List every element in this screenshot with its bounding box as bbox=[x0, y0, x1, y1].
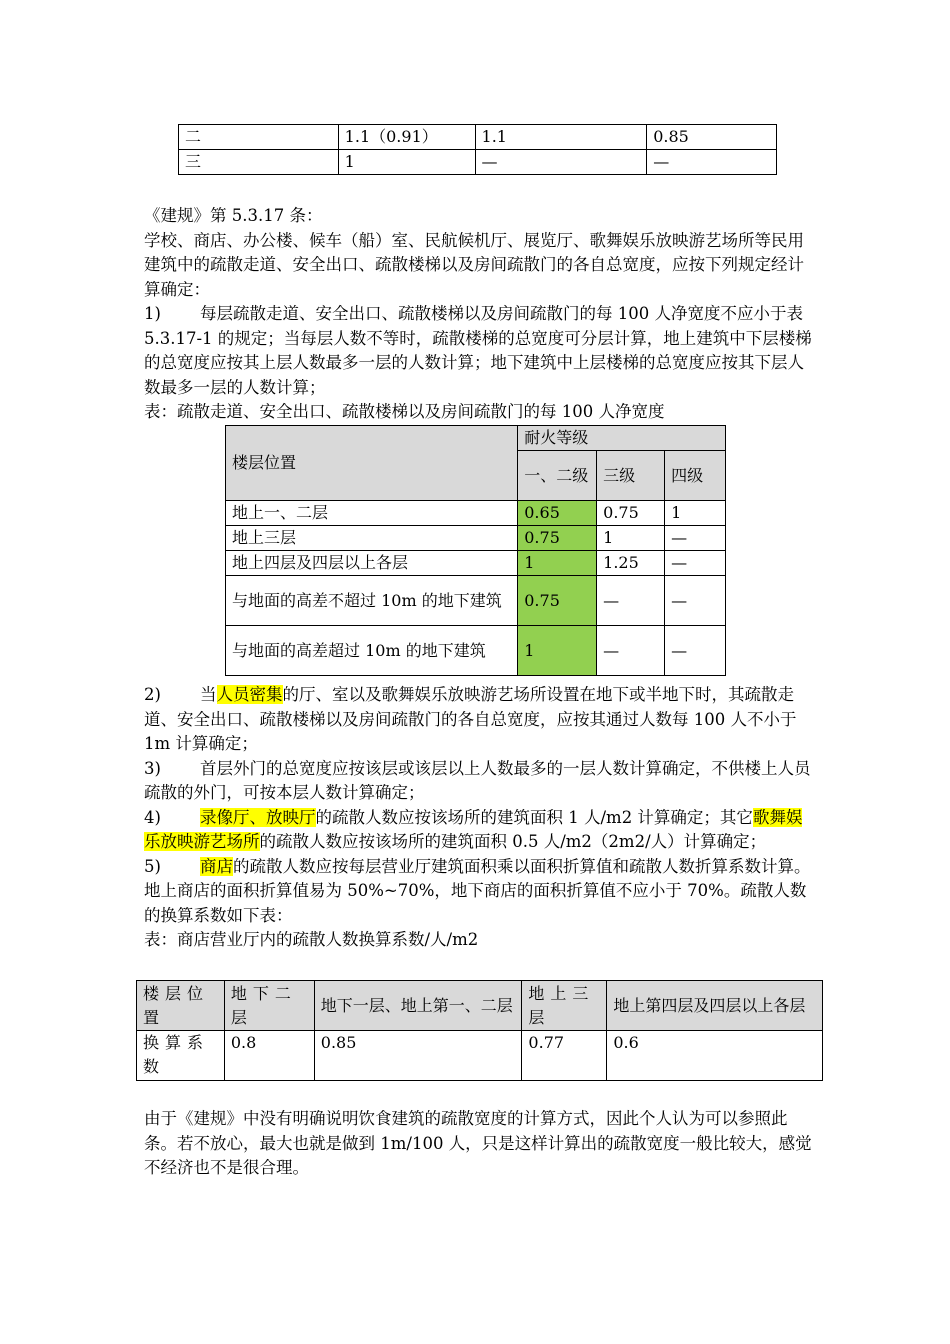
table-conversion-factor bbox=[136, 980, 823, 1081]
item-text: 的疏散人数应按该场所的建筑面积 0.5 人/m2（2m2/人）计算确定； bbox=[259, 832, 767, 851]
list-item-5 bbox=[144, 855, 814, 929]
table-cell: — bbox=[665, 551, 726, 576]
table-evacuation-width bbox=[225, 425, 726, 676]
table-cell: 1.1（0.91） bbox=[338, 125, 475, 150]
table-cell: — bbox=[665, 576, 726, 626]
highlight: 歌舞娱乐放映游艺场所 bbox=[144, 807, 803, 851]
list-item-2 bbox=[144, 683, 814, 757]
table-cell: 1.25 bbox=[597, 551, 665, 576]
item-text: 首层外门的总宽度应按该层或该层以上人数最多的一层人数计算确定，不供楼上人员疏散的外门，可按本层人数计算确定； bbox=[144, 758, 811, 802]
header-grade-3: 三级 bbox=[597, 451, 665, 501]
table-row bbox=[137, 1031, 823, 1081]
highlight: 人员密集 bbox=[216, 685, 283, 704]
table-cell: 0.65 bbox=[518, 501, 597, 526]
item-text: 的厅、室以及歌舞娱乐放映游艺场所设置在地下或半地下时，其疏散走道、安全出口、疏散楼梯以及房间疏散门的各自总宽度，应按其通过人数每 100 人不小于 1m 计算确定； bbox=[144, 685, 797, 753]
table-cell: 地上三层 bbox=[226, 526, 518, 551]
table-cell: 二 bbox=[179, 125, 339, 150]
table-cell: 三 bbox=[179, 150, 339, 175]
list-item-1 bbox=[144, 302, 814, 400]
conclusion-text: 由于《建规》中没有明确说明饮食建筑的疏散宽度的计算方式，因此个人认为可以参照此条。若不放心，最大也就是做到 1m/100 人，只是这样计算出的疏散宽度一般比较大，感觉不经济也不是很合理。 bbox=[144, 1109, 812, 1177]
table-top-continuation bbox=[178, 124, 777, 175]
table-cell: 与地面的高差超过 10m 的地下建筑 bbox=[226, 626, 518, 676]
table-cell: 1 bbox=[518, 626, 597, 676]
table-cell: 0.77 bbox=[522, 1031, 607, 1081]
article-intro: 学校、商店、办公楼、候车（船）室、民航候机厅、展览厅、歌舞娱乐放映游艺场所等民用建筑中的疏散走道、安全出口、疏散楼梯以及房间疏散门的各自总宽度，应按下列规定经计算确定： bbox=[144, 230, 804, 299]
list-item-3 bbox=[144, 757, 814, 806]
highlight: 商店 bbox=[200, 856, 233, 876]
table-cell: 1 bbox=[597, 526, 665, 551]
table-cell: 地上一、二层 bbox=[226, 501, 518, 526]
item-text: 的疏散人数应按每层营业厅建筑面积乘以面积折算值和疏散人数折算系数计算。地上商店的面积折算值易为 50%~70%，地下商店的面积折算值不应小于 70%。疏散人数的换算系数如下表： bbox=[144, 856, 811, 925]
table1-caption: 表：疏散走道、安全出口、疏散楼梯以及房间疏散门的每 100 人净宽度 bbox=[144, 402, 665, 421]
table-header: 地上第四层及四层以上各层 bbox=[607, 981, 823, 1031]
table-header: 地上三层 bbox=[522, 981, 607, 1031]
table-row bbox=[179, 150, 777, 175]
item-text: 的疏散人数应按该场所的建筑面积 1 人/m2 计算确定；其它 bbox=[315, 807, 753, 827]
table-row bbox=[137, 981, 823, 1031]
item-number: 2) bbox=[144, 685, 161, 704]
list-item-4 bbox=[144, 806, 814, 855]
header-floor: 楼层位置 bbox=[226, 426, 518, 501]
item-number: 5) bbox=[144, 856, 161, 876]
item-text: 当 bbox=[200, 685, 217, 704]
table-cell: — bbox=[597, 576, 665, 626]
table-cell: 0.75 bbox=[518, 526, 597, 551]
header-grade-1-2: 一、二级 bbox=[518, 451, 597, 501]
table-cell: — bbox=[665, 626, 726, 676]
row-label: 换算系数 bbox=[137, 1031, 225, 1081]
item-text: 每层疏散走道、安全出口、疏散楼梯以及房间疏散门的每 100 人净宽度不应小于表 5.3.17-1 的规定；当每层人数不等时，疏散楼梯的总宽度可分层计算，地上建筑中下层楼梯的总宽度应按其上层人数最多一层的人数计算；地下建筑中上层楼梯的总宽度应按其下层人数最多一层的人数计算； bbox=[144, 304, 812, 397]
table-row bbox=[226, 551, 726, 576]
table-row bbox=[179, 125, 777, 150]
table-cell: 与地面的高差不超过 10m 的地下建筑 bbox=[226, 576, 518, 626]
table-row bbox=[226, 426, 726, 451]
table-cell: — bbox=[475, 150, 647, 175]
highlight: 录像厅、放映厅 bbox=[200, 807, 316, 827]
table-cell: 0.85 bbox=[314, 1031, 522, 1081]
article-heading: 《建规》第 5.3.17 条： bbox=[144, 206, 323, 225]
table-cell: 0.8 bbox=[224, 1031, 314, 1081]
table-header: 地下二层 bbox=[224, 981, 314, 1031]
table-cell: 1 bbox=[665, 501, 726, 526]
table-row bbox=[226, 526, 726, 551]
table-cell: 1 bbox=[338, 150, 475, 175]
table-cell: 地上四层及四层以上各层 bbox=[226, 551, 518, 576]
article-block bbox=[144, 204, 814, 425]
item-number: 1) bbox=[144, 304, 161, 323]
table-row bbox=[226, 576, 726, 626]
table-cell: 0.85 bbox=[647, 125, 777, 150]
table-cell: — bbox=[597, 626, 665, 676]
header-fire-rating: 耐火等级 bbox=[518, 426, 726, 451]
table-header: 楼层位置 bbox=[137, 981, 225, 1031]
table2-caption: 表：商店营业厅内的疏散人数换算系数/人/m2 bbox=[144, 930, 479, 949]
table-cell: 0.75 bbox=[518, 576, 597, 626]
table-cell: — bbox=[647, 150, 777, 175]
header-grade-4: 四级 bbox=[665, 451, 726, 501]
item-number: 4) bbox=[144, 807, 161, 827]
table-cell: — bbox=[665, 526, 726, 551]
table-cell: 0.75 bbox=[597, 501, 665, 526]
table-header: 地下一层、地上第一、二层 bbox=[314, 981, 522, 1031]
table-cell: 1 bbox=[518, 551, 597, 576]
table-cell: 0.6 bbox=[607, 1031, 823, 1081]
table-cell: 1.1 bbox=[475, 125, 647, 150]
item-number: 3) bbox=[144, 758, 161, 778]
table-row bbox=[226, 626, 726, 676]
items-block bbox=[144, 683, 814, 953]
table-row bbox=[226, 501, 726, 526]
conclusion-block bbox=[144, 1107, 814, 1181]
